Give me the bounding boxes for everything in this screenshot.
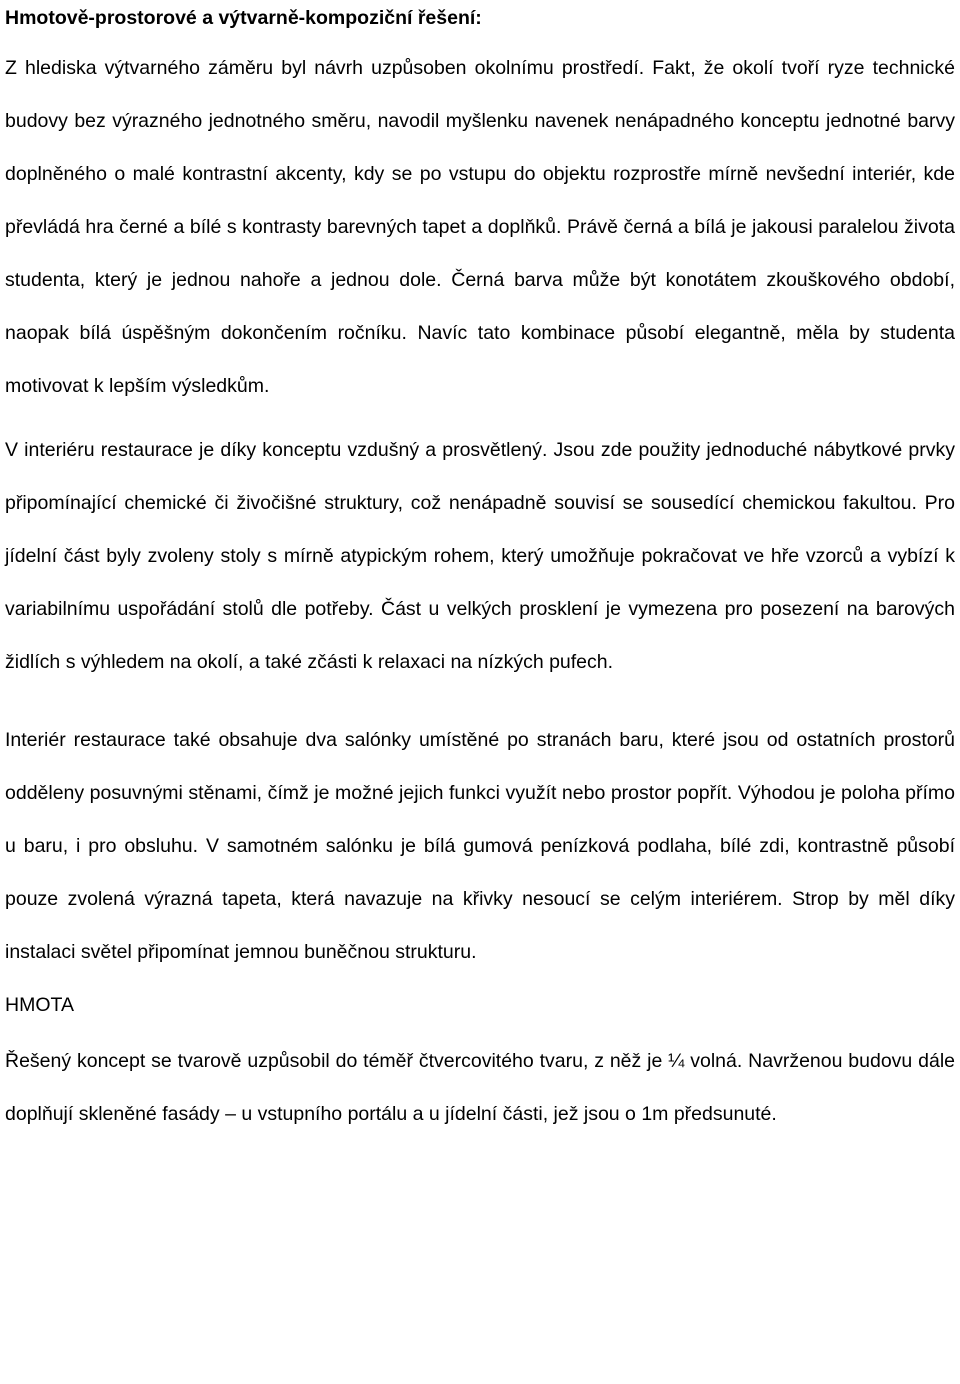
paragraph-visual-concept: Z hlediska výtvarného záměru byl návrh uzpůsoben okolnímu prostředí. Fakt, že okolí tvoří ryze technické budovy bez výrazného jednotného směru, navodil myšlenku navenek nenápadného konceptu jednotné barvy doplněného o malé kontrastní akcenty, kdy se po vstupu do objektu rozprostře mírně nevšední interiér, kde převládá hra černé a bílé s kontrasty barevných tapet a doplňků. Právě černá a bílá je jakousi paralelou života studenta, který je jednou nahoře a jednou dole. Černá barva může být konotátem zkouškového období, naopak bílá úspěšným dokončením ročníku. Navíc tato kombinace působí elegantně, měla by studenta motivovat k lepším výsledkům. <box>5 57 955 397</box>
paragraph-mass: Řešený koncept se tvarově uzpůsobil do téměř čtvercovitého tvaru, z něž je ¼ volná. Navrženou budovu dále doplňují skleněné fasády – u vstupního portálu a u jídelní části, jež jsou o 1m předsunuté. <box>5 1050 955 1125</box>
paragraph-restaurant-interior: V interiéru restaurace je díky konceptu vzdušný a prosvětlený. Jsou zde použity jednoduché nábytkové prvky připomínající chemické či živočišné struktury, což nenápadně souvisí se sousedící chemickou fakultou. Pro jídelní část byly zvoleny stoly s mírně atypickým rohem, který umožňuje pokračovat ve hře vzorců a vybízí k variabilnímu uspořádání stolů dle potřeby. Část u velkých prosklení je vymezena pro posezení na barových židlích s výhledem na okolí, a také zčásti k relaxaci na nízkých pufech. <box>5 439 955 673</box>
document-heading: Hmotově-prostorové a výtvarně-kompoziční řešení: <box>5 7 482 29</box>
paragraph-salons: Interiér restaurace také obsahuje dva salónky umístěné po stranách baru, které jsou od ostatních prostorů odděleny posuvnými stěnami, čímž je možné jejich funkci využít nebo prostor popřít. Výhodou je poloha přímo u baru, i pro obsluhu. V samotném salónku je bílá gumová penízková podlaha, bílé zdi, kontrastně působí pouze zvolená výrazná tapeta, která navazuje na křivky nesoucí se celým interiérem. Strop by měl díky instalaci světel připomínat jemnou buněčnou strukturu. <box>5 729 955 963</box>
section-label-hmota: HMOTA <box>5 994 74 1016</box>
document-page <box>5 0 955 1141</box>
